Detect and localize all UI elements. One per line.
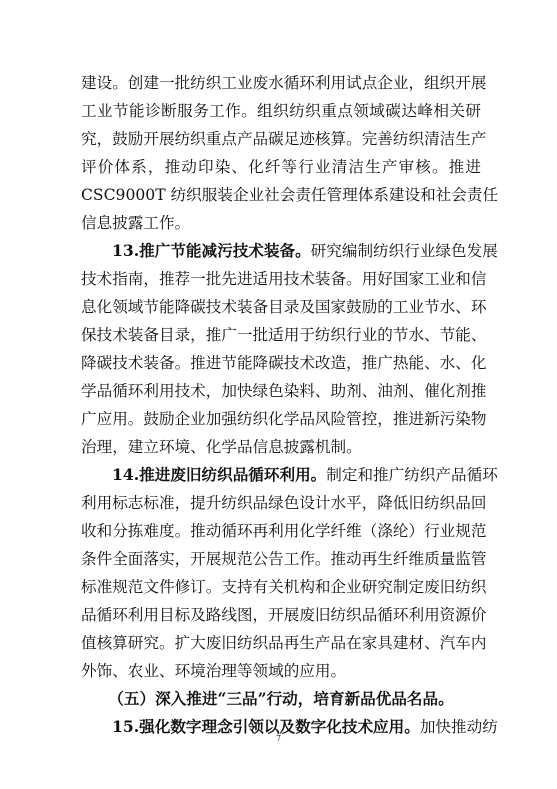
subheading-5: （五）深入推进“三品”行动，培育新品优品名品。	[108, 689, 454, 708]
text-line: 建设。创建一批纺织工业废水循环利用试点企业，组织开展	[81, 74, 487, 92]
text-line: 信息披露工作。	[81, 214, 191, 232]
text-line: 工业节能诊断服务工作。组织纺织重点领域碳达峰相关研	[81, 102, 481, 120]
section-14-heading: 14.推进废旧纺织品循环利用。	[112, 465, 327, 484]
text-line: 值核算研究。扩大废旧纺织品再生产品在家具建材、汽车内	[81, 634, 487, 652]
text-line: 评价体系，推动印染、化纤等行业清洁生产审核。推进	[81, 158, 481, 176]
section-15-lead: 加快推动纺	[419, 718, 498, 736]
text-line: 技术指南，推荐一批先进适用技术装备。用好国家工业和信	[81, 270, 487, 288]
text-line: 学品循环利用技术，加快绿色染料、助剂、油剂、催化剂推	[81, 382, 487, 400]
text-line: 降碳技术装备。推进节能降碳技术改造，推广热能、水、化	[81, 354, 487, 372]
text-line: CSC9000T 纺织服装企业社会责任管理体系建设和社会责任	[81, 186, 499, 204]
text-line: 条件全面落实，开展规范公告工作。推动再生纤维质量监管	[81, 550, 487, 568]
text-line: 外饰、农业、环境治理等领域的应用。	[81, 662, 347, 680]
section-13-first-line	[112, 241, 498, 261]
text-line: 利用标志标准，提升纺织品绿色设计水平，降低旧纺织品回	[81, 494, 487, 512]
text-line: 广应用。鼓励企业加强纺织化学品风险管控，推进新污染物	[81, 410, 487, 428]
section-13-heading: 13.推广节能减污技术装备。	[112, 241, 311, 260]
text-line: 究，鼓励开展纺织重点产品碳足迹核算。完善纺织清洁生产	[81, 130, 487, 148]
section-14-first-line	[112, 465, 498, 485]
section-14-lead: 制定和推广纺织产品循环	[326, 466, 498, 484]
text-line: 品循环利用目标及路线图，开展废旧纺织品循环利用资源价	[81, 606, 487, 624]
text-line: 息化领域节能降碳技术装备目录及国家鼓励的工业节水、环	[81, 298, 487, 316]
text-line: 收和分拣难度。推动循环再利用化学纤维（涤纶）行业规范	[81, 522, 487, 540]
section-13-lead: 研究编制纺织行业绿色发展	[310, 242, 498, 260]
text-line: 保技术装备目录，推广一批适用于纺织行业的节水、节能、	[81, 326, 487, 344]
page-number: 7	[275, 734, 282, 743]
text-line: 治理，建立环境、化学品信息披露机制。	[81, 438, 362, 456]
text-line: 标准规范文件修订。支持有关机构和企业研究制定废旧纺织	[81, 578, 487, 596]
section-15-heading: 15.强化数字理念引领以及数字化技术应用。	[112, 717, 420, 736]
